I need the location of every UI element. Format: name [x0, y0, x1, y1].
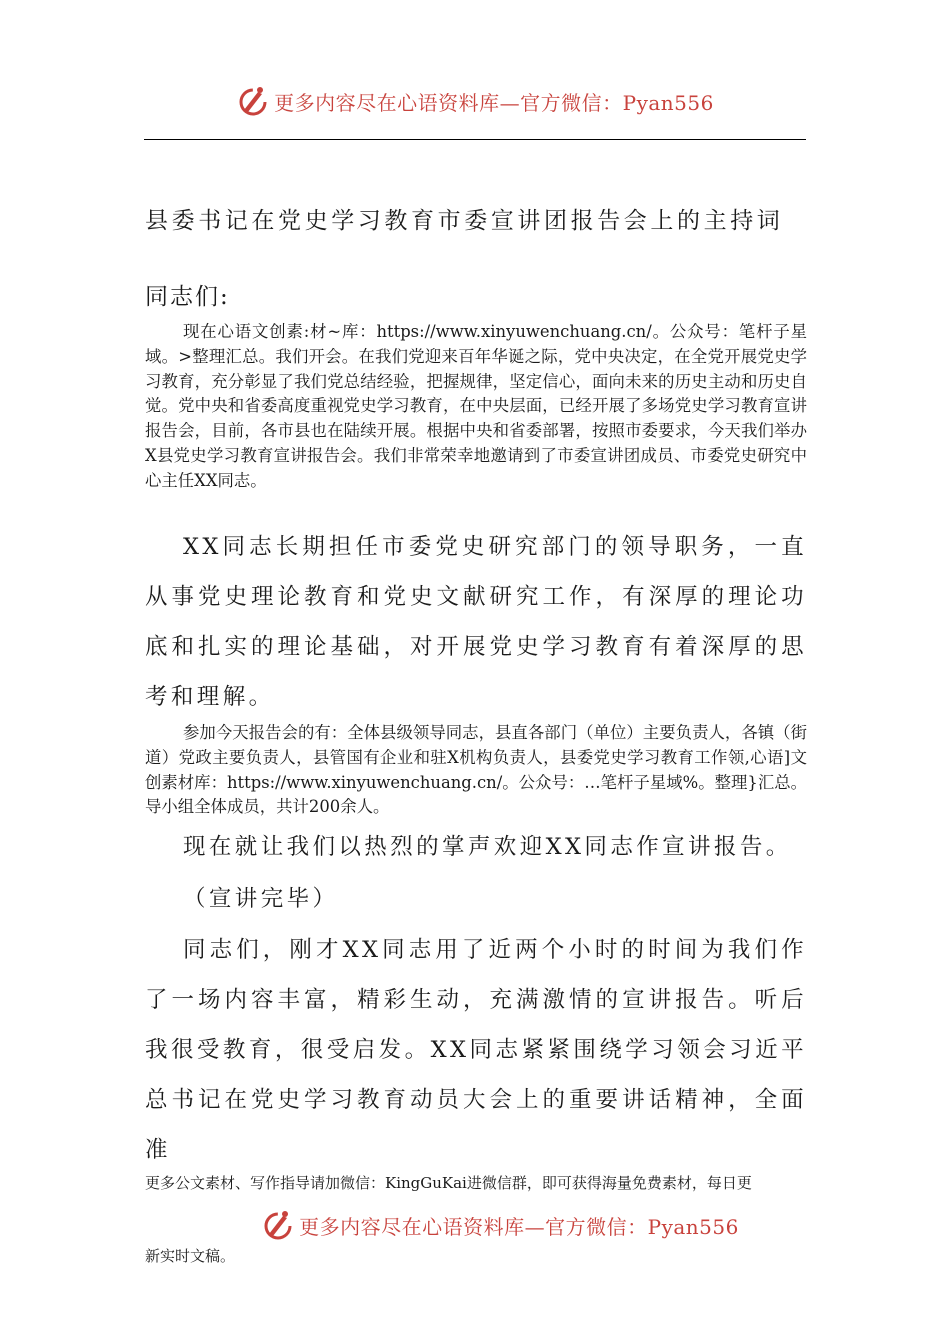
brush-logo-icon [261, 1208, 295, 1242]
paragraph-speech-end: （宣讲完毕） [183, 886, 339, 912]
footer-note: 更多公文素材、写作指导请加微信：KingGuKai进微信群，即可获得海量免费素材，每日更 [145, 1174, 752, 1192]
paragraph-attendees: 参加今天报告会的有：全体县级领导同志，县直各部门（单位）主要负责人，各镇（街道）党政主要负责人，县管国有企业和驻X机构负责人，县委党史学习教育工作领,心语]文创素材库：https://www.xinyuwenchuang.cn/。公众号：…笔杆子星域%。整理}汇总。导小组全体成员，共计200余人。 [145, 723, 807, 817]
document-title: 县委书记在党史学习教育市委宣讲团报告会上的主持词 [145, 208, 784, 234]
paragraph-welcome: 现在就让我们以热烈的掌声欢迎XX同志作宣讲报告。 [183, 834, 792, 860]
banner-text: 更多内容尽在心语资料库—官方微信：Pyan556 [299, 1214, 739, 1239]
brush-logo-icon [236, 84, 270, 118]
paragraph-speaker-intro: XX同志长期担任市委党史研究部门的领导职务，一直从事党史理论教育和党史文献研究工作，有深厚的理论功底和扎实的理论基础，对开展党史学习教育有着深厚的思考和理解。 [145, 534, 807, 710]
paragraph-summary: 同志们，刚才XX同志用了近两个小时的时间为我们作了一场内容丰富，精彩生动，充满激情的宣讲报告。听后我很受教育，很受启发。XX同志紧紧围绕学习领会习近平总书记在党史学习教育动员大会上的重要讲话精神，全面准 [145, 937, 807, 1163]
header-banner [0, 84, 950, 118]
banner-text: 更多内容尽在心语资料库—官方微信：Pyan556 [274, 90, 714, 115]
header-divider [144, 139, 806, 140]
footer-banner [25, 1208, 950, 1242]
footer-note-continued: 新实时文稿。 [145, 1247, 236, 1265]
paragraph-opening: 现在心语文创素:材~库：https://www.xinyuwenchuang.cn/。公众号：笔杆子星域。>整理汇总。我们开会。在我们党迎来百年华诞之际，党中央决定，在全党开展党史学习教育，充分彰显了我们党总结经验，把握规律，坚定信心，面向未来的历史主动和历史自觉。党中央和省委高度重视党史学习教育，在中央层面，已经开展了多场党史学习教育宣讲报告会，目前，各市县也在陆续开展。根据中央和省委部署，按照市委要求，今天我们举办X县党史学习教育宣讲报告会。我们非常荣幸地邀请到了市委宣讲团成员、市委党史研究中心主任XX同志。 [145, 322, 807, 490]
salutation: 同志们: [145, 284, 230, 310]
